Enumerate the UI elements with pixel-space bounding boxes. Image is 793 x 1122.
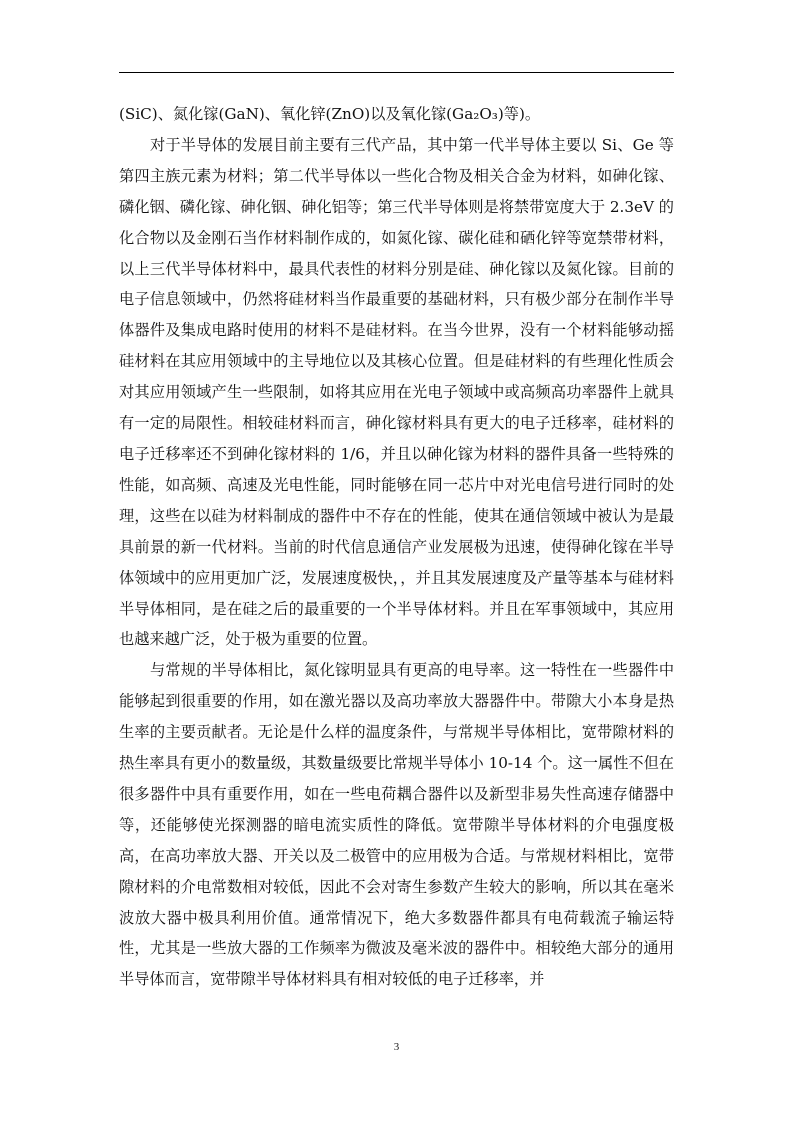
header-rule: [119, 72, 674, 73]
paragraph-continuation: (SiC)、氮化镓(GaN)、氧化锌(ZnO)以及氧化镓(Ga₂O₃)等)。: [119, 105, 541, 123]
paragraph-semiconductor-generations: 对于半导体的发展目前主要有三代产品，其中第一代半导体主要以 Si、Ge 等第四主族元素为材料；第二代半导体以一些化合物及相关合金为材料，如砷化镓、磷化铟、磷化镓、砷化铟、砷化铝等；第三代半导体则是将禁带宽度大于 2.3eV 的化合物以及金刚石当作材料制作成的，如氮化镓、碳化硅和硒化锌等宽禁带材料，以上三代半导体材料中，最具代表性的材料分别是硅、砷化镓以及氮化镓。目前的电子信息领域中，仍然将硅材料当作最重要的基础材料，只有极少部分在制作半导体器件及集成电路时使用的材料不是硅材料。在当今世界，没有一个材料能够动摇硅材料在其应用领域中的主导地位以及其核心位置。但是硅材料的有些理化性质会对其应用领域产生一些限制，如将其应用在光电子领域中或高频高功率器件上就具有一定的局限性。相较硅材料而言，砷化镓材料具有更大的电子迁移率，硅材料的电子迁移率还不到砷化镓材料的 1/6，并且以砷化镓为材料的器件具备一些特殊的性能，如高频、高速及光电性能，同时能够在同一芯片中对光电信号进行同时的处理，这些在以硅为材料制成的器件中不存在的性能，使其在通信领域中被认为是最具前景的新一代材料。当前的时代信息通信产业发展极为迅速，使得砷化镓在半导体领域中的应用更加广泛，发展速度极快，，并且其发展速度及产量等基本与硅材料半导体相同，是在硅之后的最重要的一个半导体材料。并且在军事领域中，其应用也越来越广泛，处于极为重要的位置。: [119, 135, 674, 649]
paragraph-wide-bandgap-properties: 与常规的半导体相比，氮化镓明显具有更高的电导率。这一特性在一些器件中能够起到很重要的作用，如在激光器以及高功率放大器器件中。带隙大小本身是热生率的主要贡献者。无论是什么样的温度条件，与常规半导体相比，宽带隙材料的热生率具有更小的数量级，其数量级要比常规半导体小 10-14 个。这一属性不但在很多器件中具有重要作用，如在一些电荷耦合器件以及新型非易失性高速存储器中等，还能够使光探测器的暗电流实质性的降低。宽带隙半导体材料的介电强度极高，在高功率放大器、开关以及二极管中的应用极为合适。与常规材料相比，宽带隙材料的介电常数相对较低，因此不会对寄生参数产生较大的影响，所以其在毫米波放大器中极具利用价值。通常情况下，绝大多数器件都具有电荷载流子输运特性，尤其是一些放大器的工作频率为微波及毫米波的器件中。相较绝大部分的通用半导体而言，宽带隙半导体材料具有相对较低的电子迁移率，并: [119, 661, 674, 989]
page-number: 3: [393, 1041, 400, 1053]
page-body: [119, 99, 674, 995]
